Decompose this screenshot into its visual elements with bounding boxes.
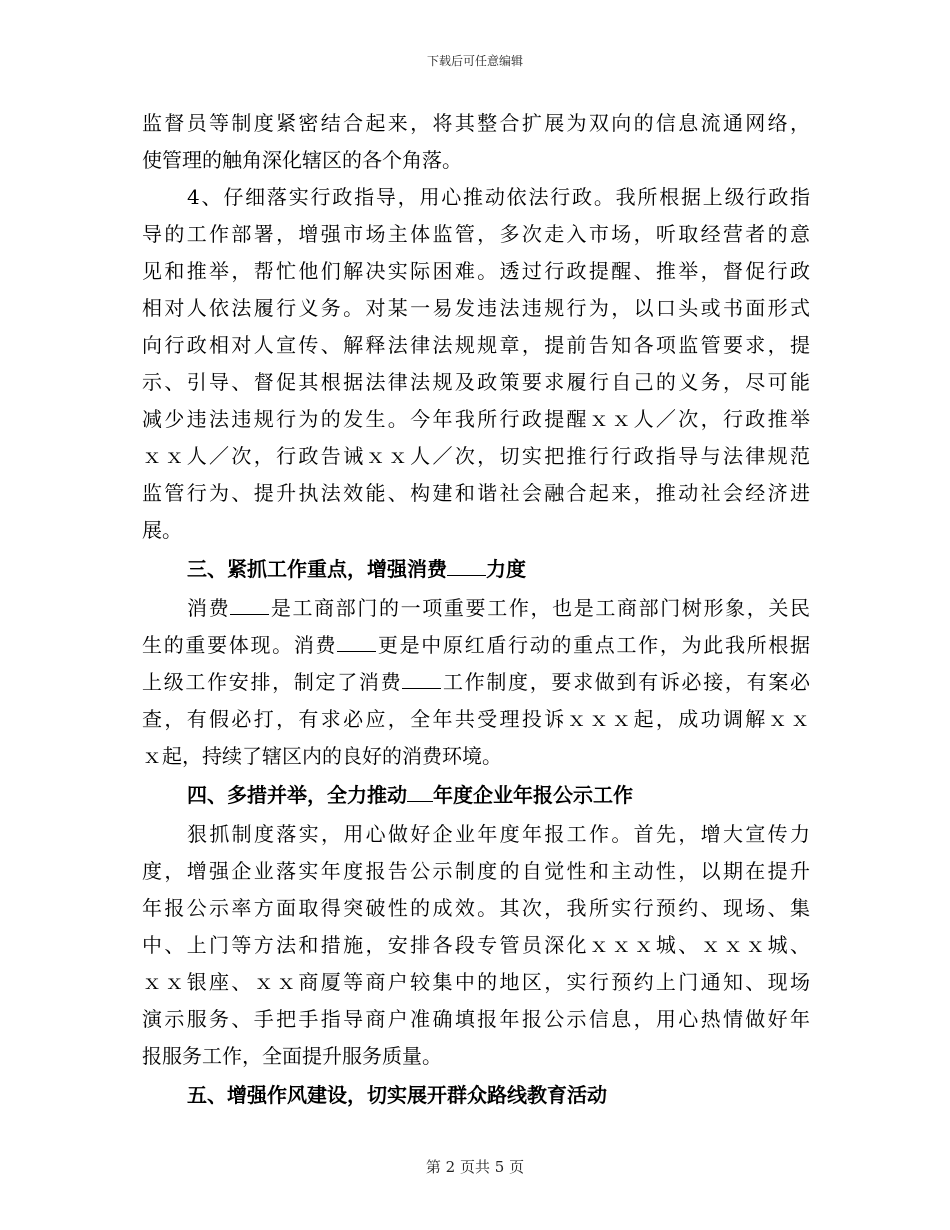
paragraph [142, 590, 810, 775]
paragraph [142, 105, 810, 179]
paragraph-line: 监管行为、提升执法效能、构建和谐社会融合起来，推动社会经济进 [142, 481, 810, 505]
paragraph [142, 179, 810, 549]
section-heading: 三、紧抓工作重点，增强消费 力度 [142, 549, 810, 590]
paragraph-line: 上级工作安排，制定了消费 工作制度，要求做到有诉必接，有案必 [142, 664, 810, 701]
paragraph-line: 见和推举，帮忙他们解决实际困难。透过行政提醒、推举，督促行政 [142, 259, 810, 283]
paragraph-line: 年报公示率方面取得突破性的成效。其次，我所实行预约、现场、集 [142, 896, 810, 920]
fill-blank [407, 779, 433, 802]
paragraph-line: 展。 [142, 518, 182, 542]
paragraph-line: 示、引导、督促其根据法律法规及政策要求履行自己的义务，尽可能 [142, 370, 810, 394]
paragraph-line: ｘｘ人／次，行政告诫ｘｘ人／次，切实把推行行政指导与法律规范 [142, 444, 810, 468]
paragraph-line: 生的重要体现。消费 更是中原红盾行动的重点工作，为此我所根据 [142, 627, 810, 664]
paragraph-line: 4、仔细落实行政指导，用心推动依法行政。我所根据上级行政指 [187, 185, 810, 209]
document-body [142, 105, 810, 1116]
paragraph [142, 816, 810, 1075]
fill-blank [402, 666, 441, 689]
paragraph-line: 导的工作部署，增强市场主体监管，多次走入市场，听取经营者的意 [142, 222, 810, 246]
section-heading: 四、多措并举，全力推动 年度企业年报公示工作 [142, 775, 810, 816]
page-header: 下载后可任意编辑 [426, 54, 523, 68]
paragraph-line: 狠抓制度落实，用心做好企业年度年报工作。首先，增大宣传力 [187, 822, 810, 846]
paragraph-line: ｘｘ银座、ｘｘ商厦等商户较集中的地区，实行预约上门通知、现场 [142, 970, 810, 994]
fill-blank [337, 629, 376, 652]
paragraph-line: 度，增强企业落实年度报告公示制度的自觉性和主动性，以期在提升 [142, 859, 810, 883]
section-heading: 五、增强作风建设，切实展开群众路线教育活动 [187, 1083, 607, 1107]
paragraph-line: 报服务工作，全面提升服务质量。 [142, 1044, 442, 1068]
fill-blank [447, 553, 486, 576]
paragraph-line: 相对人依法履行义务。对某一易发违法违规行为，以口头或书面形式 [142, 296, 810, 320]
paragraph-line: 中、上门等方法和措施，安排各段专管员深化ｘｘｘ城、ｘｘｘ城、 [142, 933, 810, 957]
paragraph-line: 监督员等制度紧密结合起来，将其整合扩展为双向的信息流通网络， [142, 111, 810, 135]
paragraph-line: 减少违法违规行为的发生。今年我所行政提醒ｘｘ人／次，行政推举 [142, 407, 810, 431]
paragraph-line: 消费 是工商部门的一项重要工作，也是工商部门树形象，关民 [142, 590, 810, 627]
paragraph-line: 查，有假必打，有求必应，全年共受理投诉ｘｘｘ起，成功调解ｘｘ [142, 707, 810, 731]
paragraph-line: ｘ起，持续了辖区内的良好的消费环境。 [142, 744, 502, 768]
paragraph-line: 使管理的触角深化辖区的各个角落。 [142, 148, 462, 172]
paragraph-line: 向行政相对人宣传、解释法律法规规章，提前告知各项监管要求，提 [142, 333, 810, 357]
paragraph-line: 演示服务、手把手指导商户准确填报年报公示信息，用心热情做好年 [142, 1007, 810, 1031]
fill-blank [230, 592, 269, 615]
page-footer: 第 2 页共 5 页 [425, 1158, 525, 1176]
